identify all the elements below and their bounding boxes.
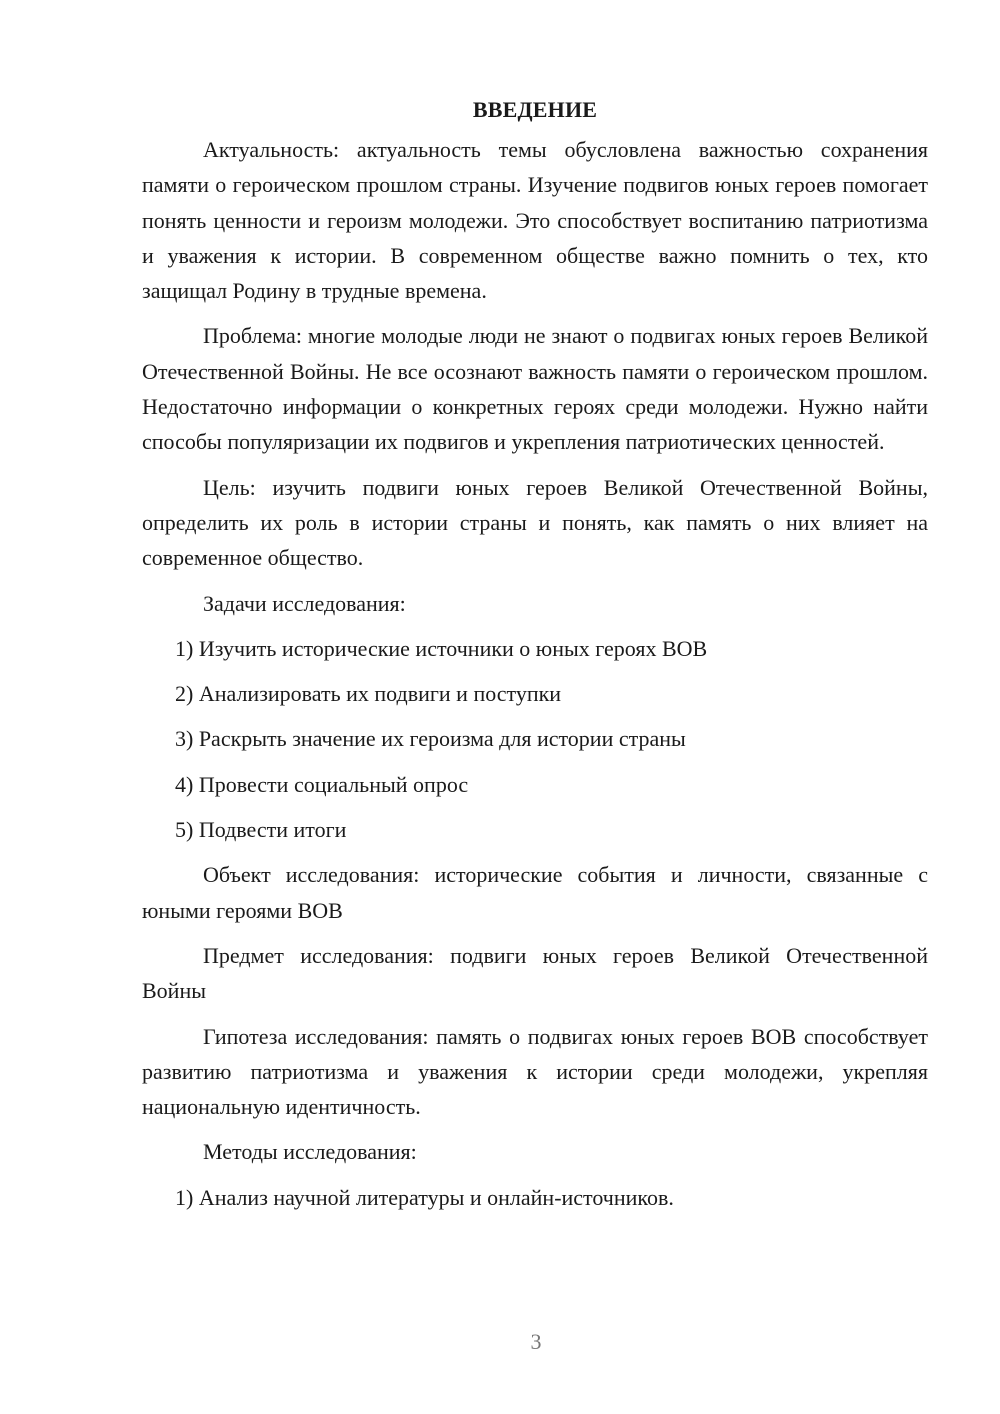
problem-paragraph: Проблема: многие молодые люди не знают о подвигах юных героев Великой Отечественной Войны. Не все осознают важность памяти о героическом прошлом. Недостаточно информации о конкретных героях среди молодежи. Нужно найти способы популяризации их подвигов и укрепления патриотических ценностей.	[142, 323, 928, 455]
hypothesis-paragraph: Гипотеза исследования: память о подвигах юных героев ВОВ способствует развитию патриотизма и уважения к истории среди молодежи, укрепляя национальную идентичность.	[142, 1023, 928, 1120]
tasks-heading: Задачи исследования:	[203, 590, 406, 616]
task-item-2: 2) Анализировать их подвиги и поступки	[175, 681, 562, 707]
subject-paragraph: Предмет исследования: подвиги юных героев Великой Отечественной Войны	[142, 942, 928, 1004]
document-page	[142, 92, 928, 1225]
relevance-paragraph: Актуальность: актуальность темы обусловлена важностью сохранения памяти о героическом прошлом страны. Изучение подвигов юных героев помогает понять ценности и героизм молодежи. Это способствует воспитанию патриотизма и уважения к истории. В современном обществе важно помнить о тех, кто защищал Родину в трудные времена.	[142, 137, 928, 304]
page-number: 3	[530, 1329, 542, 1354]
section-title: ВВЕДЕНИЕ	[472, 97, 598, 122]
task-item-3: 3) Раскрыть значение их героизма для истории страны	[175, 726, 686, 752]
task-item-5: 5) Подвести итоги	[175, 817, 347, 843]
goal-paragraph: Цель: изучить подвиги юных героев Великой Отечественной Войны, определить их роль в истории страны и понять, как память о них влияет на современное общество.	[142, 474, 928, 571]
object-paragraph: Объект исследования: исторические события и личности, связанные с юными героями ВОВ	[142, 862, 928, 923]
task-item-1: 1) Изучить исторические источники о юных героях ВОВ	[175, 635, 708, 661]
task-item-4: 4) Провести социальный опрос	[175, 771, 469, 797]
method-item-1: 1) Анализ научной литературы и онлайн-источников.	[175, 1184, 674, 1210]
methods-heading: Методы исследования:	[203, 1139, 417, 1165]
